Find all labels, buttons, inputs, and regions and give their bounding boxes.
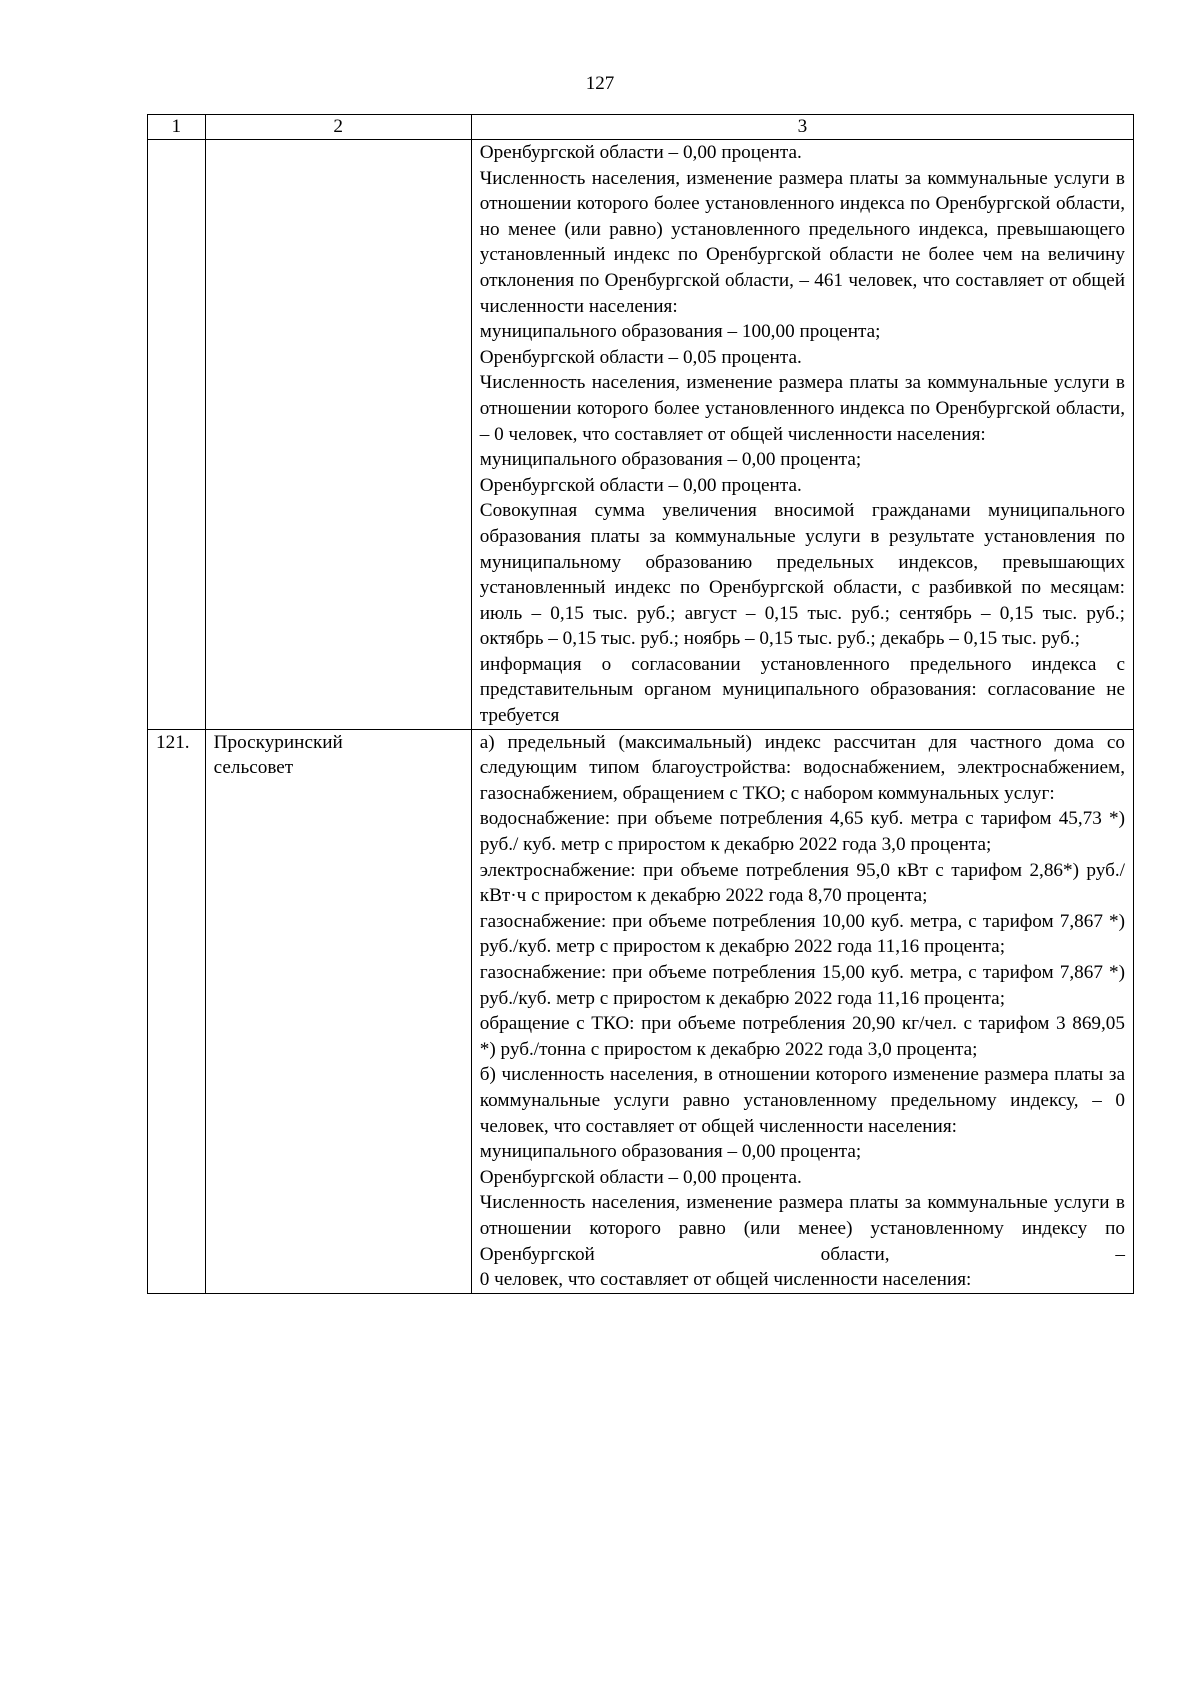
description-paragraph: электроснабжение: при объеме потребления 95,0 кВт с тарифом 2,86*) руб./кВт·ч с приростом к декабрю 2022 года 8,70 процента; xyxy=(479,859,1125,907)
description-paragraph: водоснабжение: при объеме потребления 4,65 куб. метра с тарифом 45,73 *) руб./ куб. метр с приростом к декабрю 2022 года 3,0 процента; xyxy=(479,808,1125,856)
table-row xyxy=(148,729,1134,1293)
row-number-cell xyxy=(148,140,206,730)
header-cell-col3: 3 xyxy=(471,115,1133,140)
description-cell xyxy=(471,729,1133,1293)
header-cell-col1: 1 xyxy=(148,115,206,140)
municipality-name-cell xyxy=(205,729,471,1293)
description-paragraph: Оренбургской области – 0,00 процента. xyxy=(479,142,802,163)
description-paragraph: Численность населения, изменение размера платы за коммунальные услуги в отношении которого более установленного индекса по Оренбургской области, – 0 человек, что составляет от общей численности населения: xyxy=(479,372,1125,445)
header-cell-col2: 2 xyxy=(205,115,471,140)
description-paragraph: обращение с ТКО: при объеме потребления 20,90 кг/чел. с тарифом 3 869,05 *) руб./тонна с приростом к декабрю 2022 года 3,0 процента; xyxy=(479,1013,1125,1060)
table-row xyxy=(148,140,1134,730)
row-number-cell: 121. xyxy=(148,729,206,1293)
description-paragraph: Оренбургской области – 0,00 процента. xyxy=(479,474,802,496)
document-table xyxy=(147,114,1134,1294)
description-paragraph: муниципального образования – 0,00 процента; xyxy=(479,1141,862,1163)
description-paragraph: газоснабжение: при объеме потребления 10,00 куб. метра, с тарифом 7,867 *) руб./куб. метр с приростом к декабрю 2022 года 11,16 процента; xyxy=(479,910,1125,958)
description-paragraph: муниципального образования – 0,00 процента; xyxy=(479,449,862,471)
description-paragraph: Оренбургской области – 0,00 процента. xyxy=(479,1166,802,1188)
description-paragraph: газоснабжение: при объеме потребления 15,00 куб. метра, с тарифом 7,867 *) руб./куб. метр с приростом к декабрю 2022 года 11,16 процента; xyxy=(479,962,1125,1009)
table-header-row xyxy=(148,115,1134,140)
description-paragraph: 0 человек, что составляет от общей численности населения: xyxy=(479,1269,972,1291)
description-paragraph: информация о согласовании установленного предельного индекса с представительным органом муниципального образования: согласование не требуется xyxy=(479,653,1125,727)
description-paragraph: б) численность населения, в отношении которого изменение размера платы за коммунальные услуги равно установленному предельному индексу, – 0 человек, что составляет от общей численности населения: xyxy=(479,1064,1125,1137)
municipality-name-cell xyxy=(205,140,471,730)
description-paragraph: Численность населения, изменение размера платы за коммунальные услуги в отношении которого равно (или менее) установленному индексу по Оренбургской области, – xyxy=(479,1192,1125,1265)
description-paragraph: муниципального образования – 100,00 процента; xyxy=(479,321,881,343)
municipality-name-line: сельсовет xyxy=(213,757,294,779)
description-paragraph: Численность населения, изменение размера платы за коммунальные услуги в отношении которого более установленного индекса по Оренбургской области, но менее (или равно) установленного предельного индекса, превышающего установленный индекс по Оренбургской области не более чем на величину отклонения по Оренбургской области, – 461 человек, что составляет от общей численности населения: xyxy=(479,167,1125,317)
description-paragraph: Оренбургской области – 0,05 процента. xyxy=(479,346,802,368)
page-number: 127 xyxy=(585,73,615,94)
description-cell xyxy=(471,140,1133,730)
description-paragraph: Совокупная сумма увеличения вносимой гражданами муниципального образования платы за коммунальные услуги в результате установления по муниципальному образованию предельных индексов, превышающих установленный индекс по Оренбургской области, с разбивкой по месяцам: июль – 0,15 тыс. руб.; август – 0,15 тыс. руб.; сентябрь – 0,15 тыс. руб.; октябрь – 0,15 тыс. руб.; ноябрь – 0,15 тыс. руб.; декабрь – 0,15 тыс. руб.; xyxy=(479,500,1125,650)
municipality-name-line: Проскуринский xyxy=(213,731,343,753)
description-paragraph: а) предельный (максимальный) индекс рассчитан для частного дома со следующим типом благоустройства: водоснабжением, электроснабжением, газоснабжением, обращением с ТКО; с набором коммунальных услуг: xyxy=(479,731,1125,804)
